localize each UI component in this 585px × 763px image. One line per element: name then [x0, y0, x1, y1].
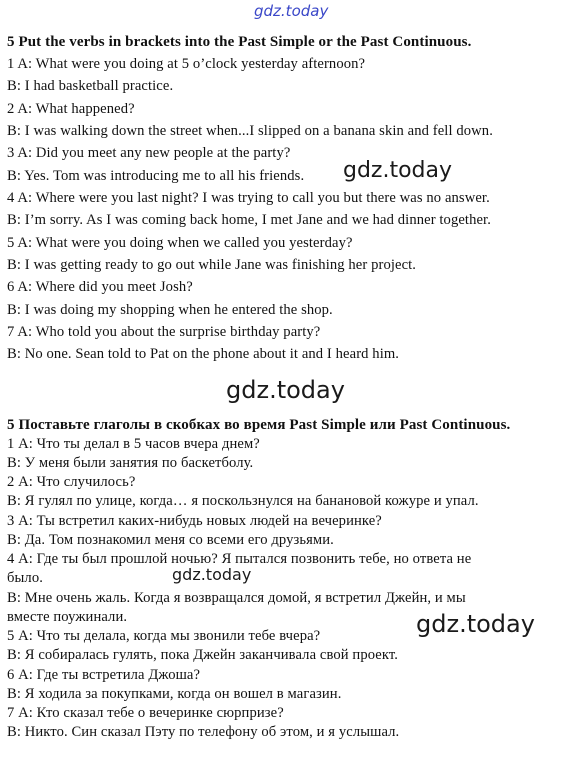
russian-line: вместе поужинали.: [7, 609, 128, 625]
watermark-right: gdz.today: [416, 610, 535, 638]
russian-heading: 5 Поставьте глаголы в скобках во время Past Simple или Past Continuous.: [7, 417, 511, 433]
russian-line: 5 А: Что ты делала, когда мы звонили тебе вчера?: [7, 628, 321, 644]
russian-line: 4 А: Где ты был прошлой ночью? Я пытался позвонить тебе, но ответа не: [7, 551, 472, 567]
watermark-small: gdz.today: [172, 565, 252, 584]
english-line: 4 A: Where were you last night? I was trying to call you but there was no answer.: [7, 190, 490, 206]
russian-line: 3 А: Ты встретил каких-нибудь новых людей на вечеринке?: [7, 513, 382, 529]
english-line: B: I’m sorry. As I was coming back home, I met Jane and we had dinner together.: [7, 212, 491, 228]
watermark-top: gdz.today: [254, 2, 329, 20]
watermark-mid: gdz.today: [343, 158, 453, 183]
russian-line: В: У меня были занятия по баскетболу.: [7, 455, 254, 471]
russian-line: В: Да. Том познакомил меня со всеми его друзьями.: [7, 532, 334, 548]
russian-line: 6 А: Где ты встретила Джоша?: [7, 667, 201, 683]
watermark-center: gdz.today: [226, 376, 345, 404]
english-line: B: I had basketball practice.: [7, 78, 174, 94]
english-line: 5 A: What were you doing when we called you yesterday?: [7, 235, 353, 251]
russian-line: В: Мне очень жаль. Когда я возвращался домой, я встретил Джейн, и мы: [7, 590, 466, 606]
russian-line: 1 А: Что ты делал в 5 часов вчера днем?: [7, 436, 260, 452]
english-line: 6 A: Where did you meet Josh?: [7, 279, 193, 295]
russian-line: 7 А: Кто сказал тебе о вечеринке сюрпризе?: [7, 705, 284, 721]
russian-line: В: Я собиралась гулять, пока Джейн заканчивала свой проект.: [7, 647, 399, 663]
english-line: 2 A: What happened?: [7, 101, 135, 117]
russian-line: В: Я гулял по улице, когда… я поскользнулся на банановой кожуре и упал.: [7, 493, 479, 509]
english-line: B: I was doing my shopping when he entered the shop.: [7, 302, 333, 318]
english-line: B: I was walking down the street when...I slipped on a banana skin and fell down.: [7, 123, 493, 139]
russian-line: В: Никто. Син сказал Пэту по телефону об этом, и я услышал.: [7, 724, 400, 740]
english-line: 1 A: What were you doing at 5 o’clock yesterday afternoon?: [7, 56, 366, 72]
russian-line: В: Я ходила за покупками, когда он вошел в магазин.: [7, 686, 342, 702]
russian-line: было.: [7, 570, 43, 586]
english-line: 3 A: Did you meet any new people at the party?: [7, 145, 291, 161]
english-line: B: Yes. Tom was introducing me to all his friends.: [7, 168, 305, 184]
english-line: 7 A: Who told you about the surprise birthday party?: [7, 324, 321, 340]
russian-line: 2 А: Что случилось?: [7, 474, 136, 490]
english-line: B: No one. Sean told to Pat on the phone about it and I heard him.: [7, 346, 400, 362]
english-line: B: I was getting ready to go out while Jane was finishing her project.: [7, 257, 417, 273]
english-heading: 5 Put the verbs in brackets into the Past Simple or the Past Continuous.: [7, 34, 472, 50]
